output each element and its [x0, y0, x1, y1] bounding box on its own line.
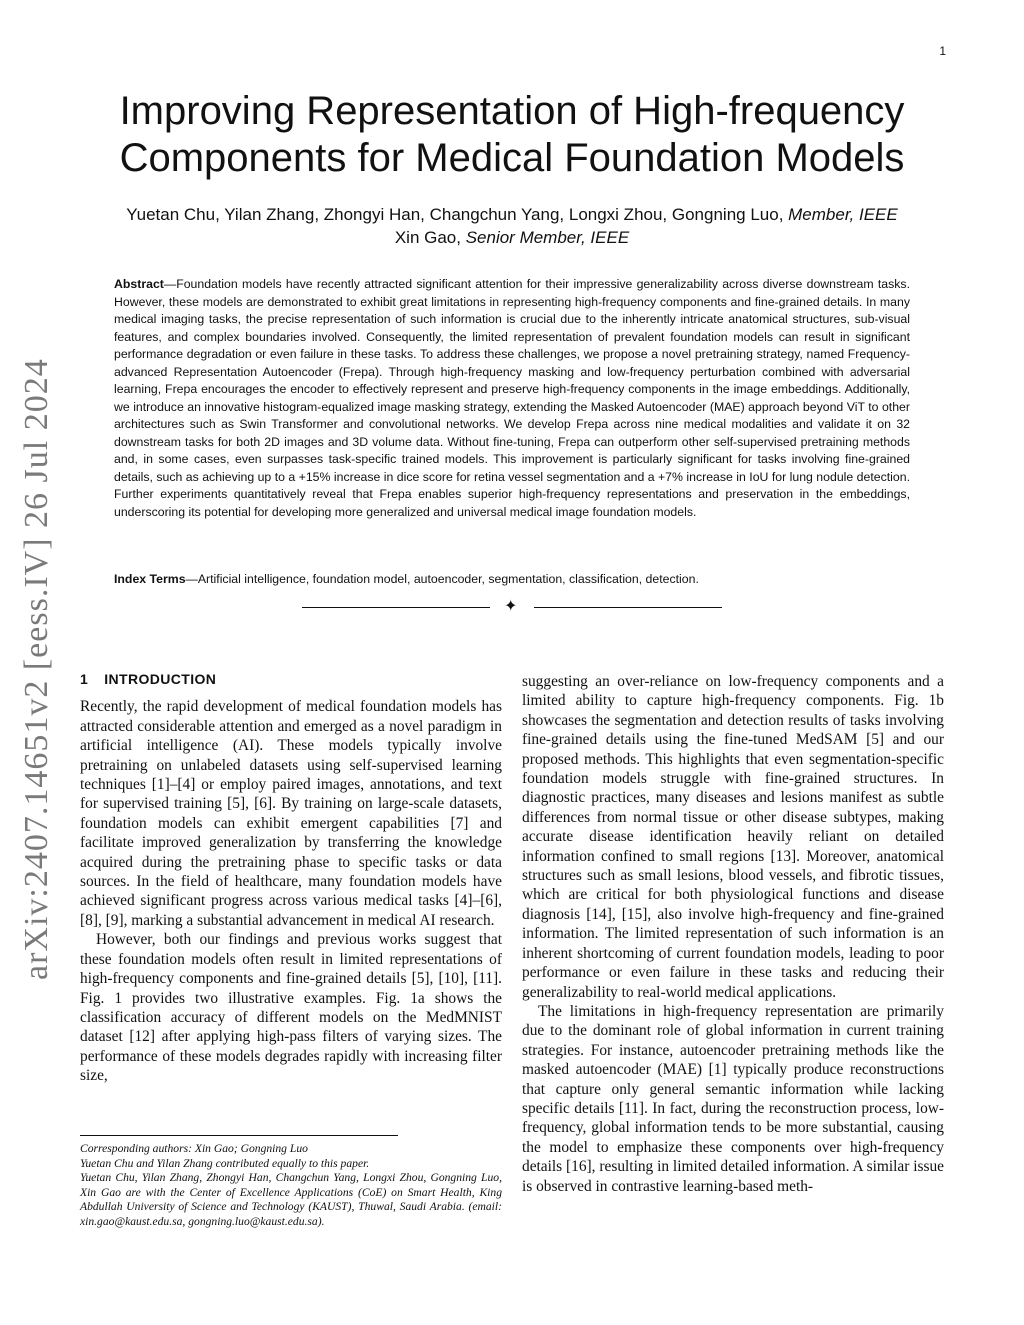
index-terms — [114, 571, 910, 589]
left-column — [80, 670, 502, 1086]
footnote-equal-contribution: Yuetan Chu and Yilan Zhang contributed equally to this paper. — [80, 1156, 370, 1170]
index-terms-label: Index Terms — [114, 572, 186, 586]
section-separator — [302, 598, 722, 618]
footnote-corresponding: Corresponding authors: Xin Gao; Gongning Luo — [80, 1142, 308, 1155]
author-line-1 — [60, 203, 964, 226]
separator-line-right — [534, 607, 722, 608]
abstract-label: Abstract — [114, 277, 164, 291]
arxiv-identifier-stamp[interactable]: arXiv:2407.14651v2 [eess.IV] 26 Jul 2024 — [18, 358, 55, 980]
intro-paragraph-3: suggesting an over-reliance on low-frequency components and a limited ability to capture high-frequency components. Fig. 1b showcases the segmentation and detection results of tasks involving fine-grained details using the fine-tuned MedSAM [5] and our proposed methods. This highlights that even segmentation-specific foundation models struggle with fine-grained structures. In diagnostic practices, many diseases and lesions manifest as subtle differences from normal tissue or other disease subtypes, making accurate disease identification heavily reliant on detailed information confined to small regions [13]. Moreover, anatomical structures such as small lesions, blood vessels, and fibrotic tissues, which are critical for both physiological functions and disease diagnosis [14], [15], also involve high-frequency and fine-grained information. The limited representation of such information is an inherent shortcoming of current foundation models, leading to poor performance or even failure in these tasks and reducing their generalizability to real-world medical applications. — [522, 673, 944, 1001]
right-column — [522, 672, 944, 1196]
intro-paragraph-1: Recently, the rapid development of medical foundation models has attracted considerable attention and emerged as a novel paradigm in artificial intelligence (AI). These models typically involve pretraining on unlabeled datasets using self-supervised learning techniques [1]–[4] or employ paired images, annotations, and text for supervised training [5], [6]. By training on large-scale datasets, foundation models can exhibit emergent capabilities [7] and facilitate improved generalization by transferring the knowledge acquired during the pretraining phase to specific tasks or data sources. In the field of healthcare, many foundation models have achieved significant progress across various medical tasks [4]–[6], [8], [9], marking a substantial advancement in medical AI research. — [80, 698, 502, 929]
abstract — [114, 276, 910, 521]
author-list — [60, 203, 964, 249]
footnote-affiliation: Yuetan Chu, Yilan Zhang, Zhongyi Han, Changchun Yang, Longxi Zhou, Gongning Luo, Xin Gao are with the Center of Excellence Applications (CoE) on Smart Health, King Abdullah University of Science and Technology (KAUST), Thuwal, Saudi Arabia. (email: xin.gao@kaust.edu.sa, gongning.luo@kaust.edu.sa). — [80, 1171, 502, 1228]
section-number: 1 — [80, 671, 89, 687]
author-role-1: Member, IEEE — [788, 205, 898, 224]
intro-paragraph-4: The limitations in high-frequency representation are primarily due to the dominant role of global information in current training strategies. For instance, autoencoder pretraining methods like the masked autoencoder (MAE) [1] typically produce reconstructions that capture only general semantic information while lacking specific details [11]. In fact, during the reconstruction process, low-frequency, global information tends to be more substantial, causing the model to emphasize these components over high-frequency details [16], resulting in limited detailed information. A similar issue is observed in contrastive learning-based meth- — [522, 1002, 944, 1195]
paper-title: Improving Representation of High-frequency Components for Medical Foundation Models — [119, 89, 905, 180]
author-names-2: Xin Gao, — [394, 228, 466, 247]
index-terms-text: —Artificial intelligence, foundation model, autoencoder, segmentation, classification, detection. — [185, 572, 699, 586]
abstract-text: —Foundation models have recently attracted significant attention for their impressive generalizability across diverse downstream tasks. However, these models are demonstrated to exhibit great limitations in representing high-frequency components and fine-grained details. In many medical imaging tasks, the precise representation of such information is crucial due to the inherently intricate anatomical structures, sub-visual features, and complex boundaries involved. Consequently, the limited representation of prevalent foundation models can result in significant performance degradation or even failure in these tasks. To address these challenges, we propose a novel pretraining strategy, named Frequency-advanced Representation Autoencoder (Frepa). Through high-frequency masking and low-frequency perturbation combined with adversarial learning, Frepa encourages the encoder to effectively represent and preserve high-frequency components in the image embeddings. Additionally, we introduce an innovative histogram-equalized image masking strategy, extending the Masked Autoencoder (MAE) approach beyond ViT to other architectures such as Swin Transformer and convolutional networks. We develop Frepa across nine medical modalities and validate it on 32 downstream tasks for both 2D images and 3D volume data. Without fine-tuning, Frepa can outperform other self-supervised pretraining methods and, in some cases, even surpasses task-specific trained models. This improvement is particularly significant for tasks involving fine-grained details, such as achieving up to a +15% increase in dice score for retina vessel segmentation and a +7% increase in IoU for lung nodule detection. Further experiments quantitatively reveal that Frepa enables superior high-frequency representations and preservation in the embeddings, underscoring its potential for developing more generalized and universal medical image foundation models. — [114, 277, 910, 519]
intro-paragraph-2: However, both our findings and previous works suggest that these foundation models often result in limited representations of high-frequency components and fine-grained details [5], [10], [11]. Fig. 1 provides two illustrative examples. Fig. 1a shows the classification accuracy of different models on the MedMNIST dataset [12] after applying high-pass filters of varying sizes. The performance of these models degrades rapidly with increasing filter size, — [80, 931, 502, 1085]
section-heading — [80, 670, 502, 689]
footnote-rule — [80, 1135, 398, 1136]
page-number: 1 — [939, 44, 946, 58]
footnotes — [80, 1142, 502, 1229]
author-names-1: Yuetan Chu, Yilan Zhang, Zhongyi Han, Changchun Yang, Longxi Zhou, Gongning Luo, — [126, 205, 789, 224]
author-role-2: Senior Member, IEEE — [465, 228, 630, 247]
section-title: INTRODUCTION — [104, 671, 217, 687]
author-line-2 — [60, 226, 964, 249]
separator-diamond-icon: ✦ — [504, 598, 518, 615]
separator-line-left — [302, 607, 490, 608]
